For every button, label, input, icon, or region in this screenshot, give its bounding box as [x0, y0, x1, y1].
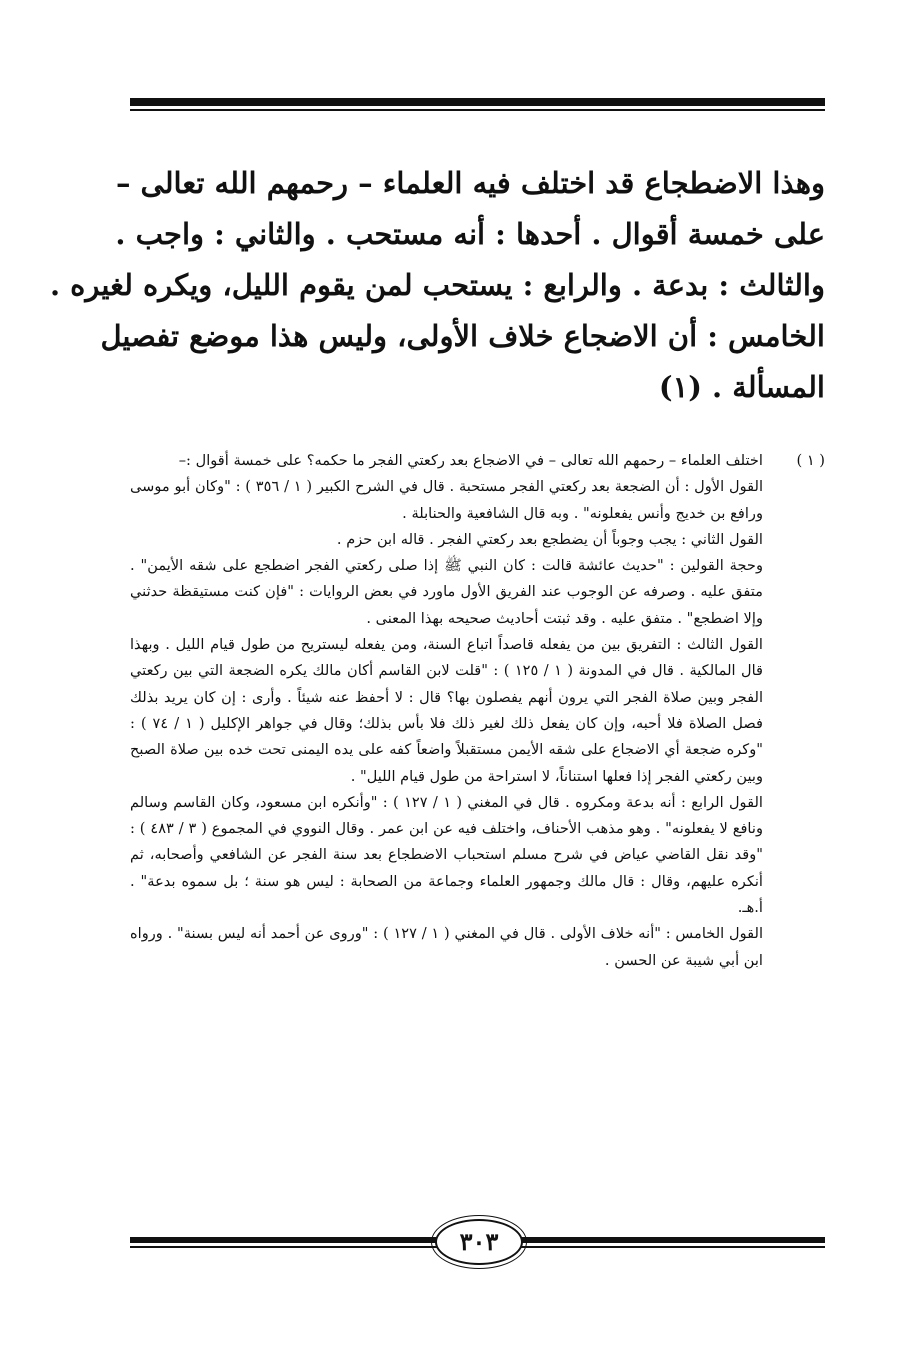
- footnote-paragraph: اختلف العلماء – رحمهم الله تعالى – في الاضجاع بعد ركعتي الفجر ما حكمه؟ على خمسة أقوال :–: [178, 452, 763, 469]
- footnote-paragraph: القول الرابع : أنه بدعة ومكروه . قال في المغني ( ١ / ١٢٧ ) : "وأنكره ابن مسعود، وكان القاسم وسالم ونافع لا يفعلونه" . وهو مذهب الأحناف، واختلف فيه عن ابن عمر . وقال النووي في المجموع ( ٣ / ٤٨٣ ) : "وقد نقل القاضي عياض في شرح مسلم استحباب الاضطجاع بعد سنة الفجر عن الشافعي وأصحابه، ثم أنكره عليهم، وقال : قال مالك وجمهور العلماء وجماعة من الصحابة : ليس هو سنة ؛ بل سموه بدعة" . أ.هـ.: [130, 793, 763, 917]
- page-footer: [130, 1215, 825, 1265]
- footnote-body: [130, 448, 763, 974]
- main-text-line: والثالث : بدعة . والرابع : يستحب لمن يقوم الليل، ويكره لغيره .: [49, 268, 825, 302]
- footnote-paragraph: القول الخامس : "أنه خلاف الأولى . قال في المغني ( ١ / ١٢٧ ) : "وروى عن أحمد أنه ليس بسنة" . ورواه ابن أبي شيبة عن الحسن .: [130, 925, 763, 969]
- footnote-paragraph: القول الأول : أن الضجعة بعد ركعتي الفجر مستحبة . قال في الشرح الكبير ( ١ / ٣٥٦ ) : "وكان أبو موسى ورافع بن خديج وأنس يفعلونه" . وبه قال الشافعية والحنابلة .: [130, 478, 763, 522]
- footnote-paragraph: وحجة القولين : "حديث عائشة قالت : كان النبي ﷺ إذا صلى ركعتي الفجر اضطجع على شقه الأيمن" . متفق عليه . وصرفه عن الوجوب عند الفريق الأول ماورد في بعض الروايات : "فإن كنت مستيقظة حدثني وإلا اضطجع" . متفق عليه . وقد ثبتت أحاديث صحيحه بهذا المعنى .: [130, 557, 763, 627]
- header-rule-thick: [130, 98, 825, 106]
- footnote-block: [130, 448, 825, 974]
- main-text: [49, 158, 825, 413]
- header-rule: [130, 98, 825, 112]
- main-text-line: المسألة . (١): [658, 370, 825, 404]
- main-text-line: على خمسة أقوال . أحدها : أنه مستحب . والثاني : واجب .: [115, 217, 825, 251]
- header-rule-thin: [130, 109, 825, 111]
- main-text-line: الخامس : أن الاضجاع خلاف الأولى، وليس هذا موضع تفصيل: [100, 319, 825, 353]
- footnote-paragraph: القول الثالث : التفريق بين من يفعله قاصداً اتباع السنة، ومن يفعله ليستريح من طول قيام الليل . وبهذا قال المالكية . قال في المدونة ( ١ / ١٢٥ ) : "قلت لابن القاسم أكان مالك يكره الضجعة التي بين ركعتي الفجر وبين صلاة الفجر التي يرون أنهم يفصلون بها؟ قال : لا أحفظ عنه شيئاً . وأرى : إن كان يريد بذلك فصل الصلاة فلا أحبه، وإن كان يفعل ذلك لغير ذلك فلا بأس بذلك؛ وقال في جواهر الإكليل ( ١ / ٧٤ ) : "وكره ضجعة أي الاضجاع على شقه الأيمن مستقبلاً واضعاً كفه على يده اليمنى تحت خده بين صلاة الصبح وبين ركعتي الفجر إذا فعلها استناناً، لا استراحة من طول قيام الليل" .: [130, 636, 764, 785]
- page-number: ٣٠٣: [435, 1219, 523, 1265]
- main-text-line: وهذا الاضطجاع قد اختلف فيه العلماء – رحمهم الله تعالى –: [115, 166, 825, 200]
- footnote-separator: [130, 420, 825, 421]
- footnote-paragraph: القول الثاني : يجب وجوباً أن يضطجع بعد ركعتي الفجر . قاله ابن حزم .: [336, 530, 763, 548]
- footnote-number: ( ١ ): [796, 452, 825, 469]
